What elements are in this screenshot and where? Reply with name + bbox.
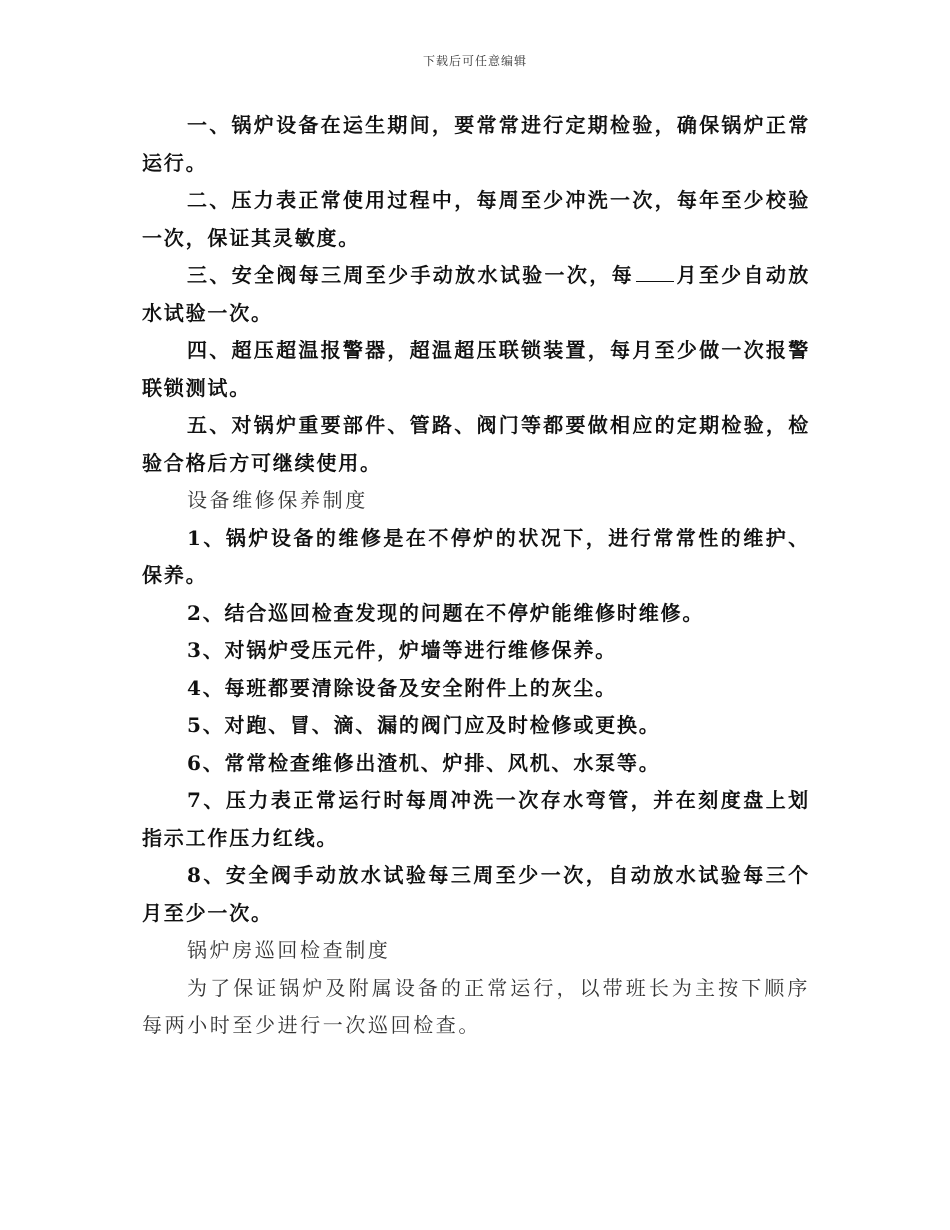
paragraph-2: 二、压力表正常使用过程中，每周至少冲洗一次，每年至少校验一次，保证其灵敏度。	[142, 188, 810, 250]
maintenance-item-6: 6、常常检查维修出渣机、炉排、风机、水泵等。	[187, 750, 661, 775]
maintenance-item-1: 1、锅炉设备的维修是在不停炉的状况下，进行常常性的维护、保养。	[142, 525, 810, 587]
section-title-maintenance: 设备维修保养制度	[187, 488, 368, 512]
inspection-paragraph: 为了保证锅炉及附属设备的正常运行，以带班长为主按下顺序每两小时至少进行一次巡回检查。	[142, 975, 810, 1037]
maintenance-item-3: 3、对锅炉受压元件，炉墙等进行维修保养。	[187, 638, 617, 662]
maintenance-item-8: 8、安全阀手动放水试验每三周至少一次，自动放水试验每三个月至少一次。	[142, 863, 810, 925]
section-title-inspection: 锅炉房巡回检查制度	[187, 938, 391, 962]
maintenance-item-7: 7、压力表正常运行时每周冲洗一次存水弯管，并在刻度盘上划指示工作压力红线。	[142, 788, 810, 850]
paragraph-5: 五、对锅炉重要部件、管路、阀门等都要做相应的定期检验，检验合格后方可继续使用。	[142, 413, 810, 475]
fill-in-blank	[636, 263, 674, 282]
maintenance-item-4: 4、每班都要清除设备及安全附件上的灰尘。	[187, 675, 617, 700]
document-body	[142, 107, 810, 1045]
paragraph-1: 一、锅炉设备在运生期间，要常常进行定期检验，确保锅炉正常运行。	[142, 113, 810, 175]
paragraph-4: 四、超压超温报警器，超温超压联锁装置，每月至少做一次报警联锁测试。	[142, 338, 810, 400]
paragraph-3-text-before: 三、安全阀每三周至少手动放水试验一次，每	[187, 263, 634, 287]
maintenance-item-2: 2、结合巡回检查发现的问题在不停炉能维修时维修。	[187, 600, 705, 625]
paragraph-3	[142, 257, 810, 332]
paragraph-3-text-after: 月至少自动放水试验一次。	[142, 263, 810, 325]
page-header: 下载后可任意编辑	[422, 54, 527, 68]
maintenance-item-5: 5、对跑、冒、滴、漏的阀门应及时检修或更换。	[187, 713, 661, 737]
